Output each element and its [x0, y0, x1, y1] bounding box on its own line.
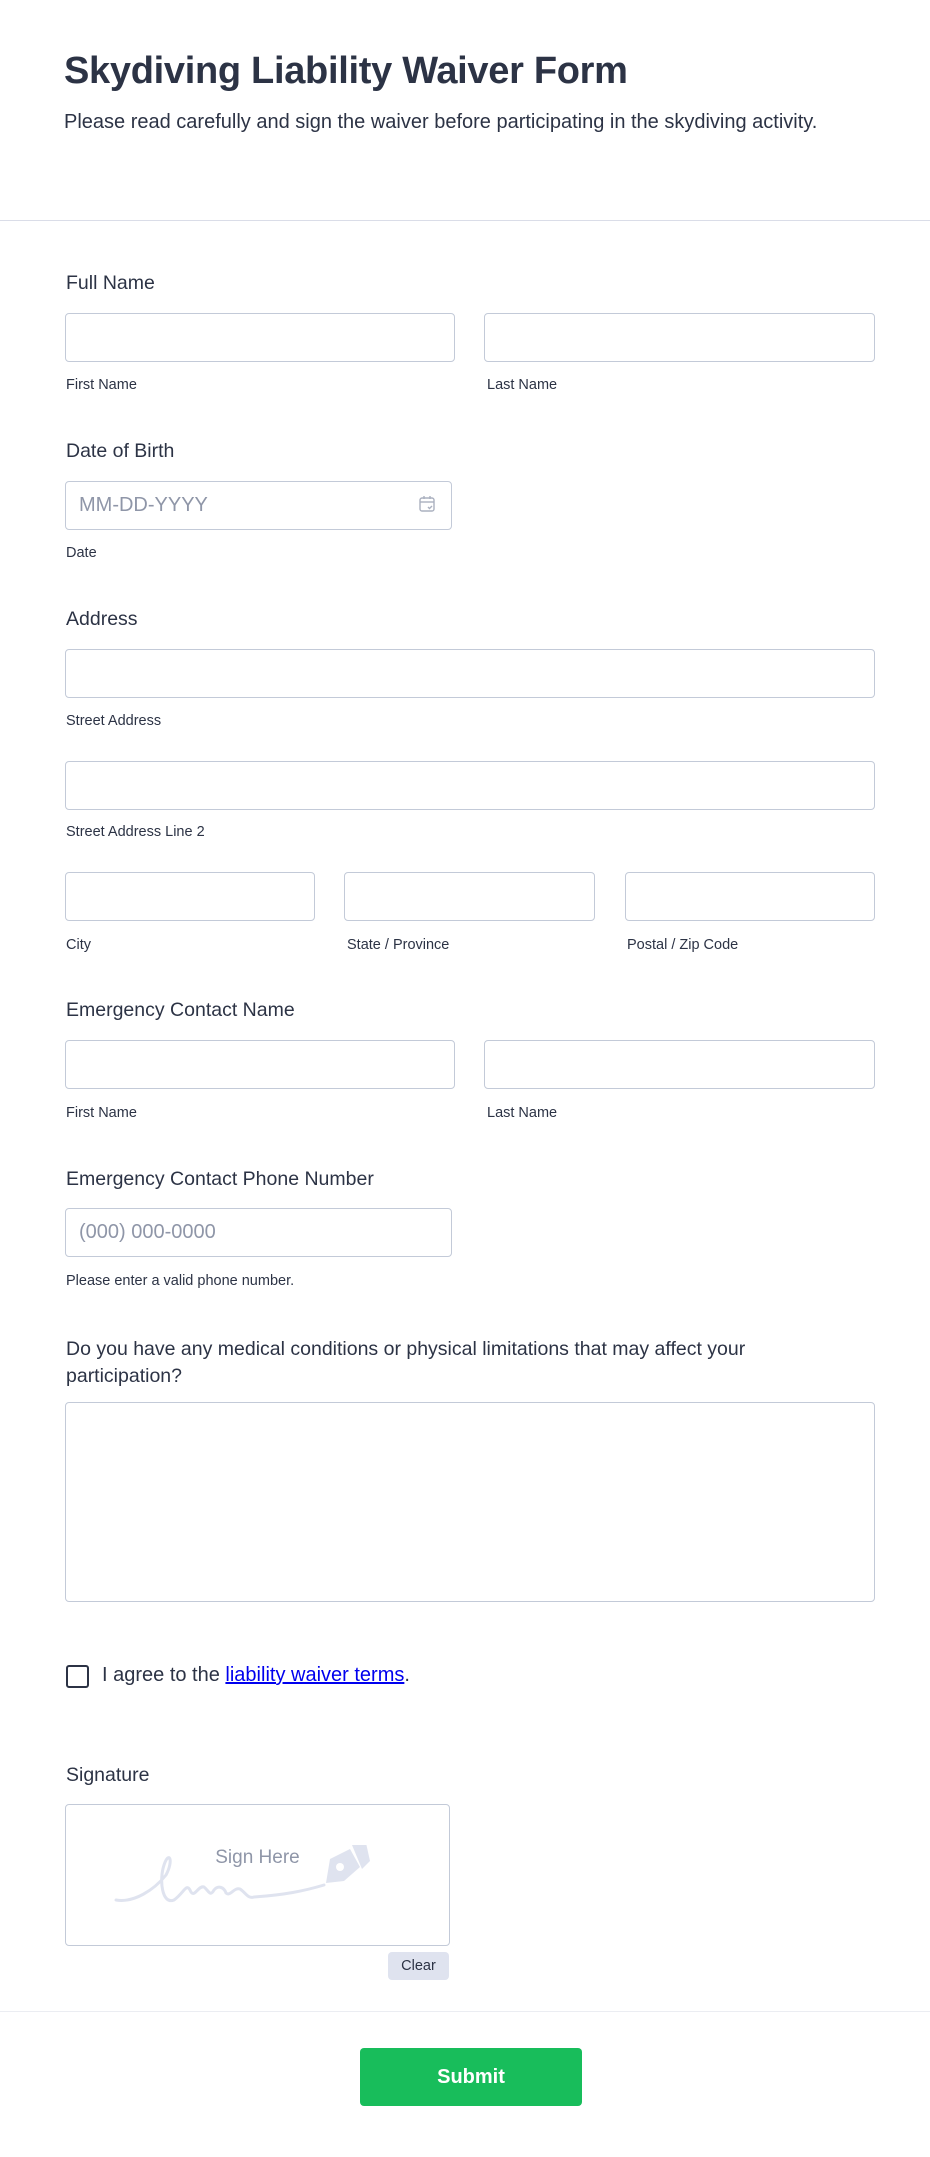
zip-sublabel: Postal / Zip Code — [627, 937, 739, 953]
agree-text — [102, 1664, 410, 1687]
last-name-input[interactable] — [484, 313, 875, 362]
agree-suffix: . — [404, 1664, 410, 1686]
emergency-phone-input[interactable] — [65, 1208, 452, 1257]
page-subtitle: Please read carefully and sign the waiver before participating in the skydiving activity. — [64, 111, 818, 133]
first-name-input[interactable] — [65, 313, 455, 362]
street-address-line2-sublabel: Street Address Line 2 — [66, 824, 205, 840]
city-sublabel: City — [66, 937, 91, 953]
dob-input[interactable] — [65, 481, 452, 530]
full-name-label: Full Name — [66, 272, 155, 294]
emergency-first-name-sublabel: First Name — [66, 1105, 137, 1121]
street-address-input[interactable] — [65, 649, 875, 698]
submit-button[interactable]: Submit — [360, 2048, 582, 2106]
city-input[interactable] — [65, 872, 315, 921]
last-name-sublabel: Last Name — [487, 377, 558, 393]
agree-checkbox[interactable] — [66, 1665, 89, 1688]
dob-sublabel: Date — [66, 545, 97, 561]
calendar-icon[interactable] — [418, 495, 436, 518]
first-name-sublabel: First Name — [66, 377, 137, 393]
dob-label: Date of Birth — [66, 440, 175, 462]
emergency-phone-label: Emergency Contact Phone Number — [66, 1168, 374, 1190]
street-address-line2-input[interactable] — [65, 761, 875, 810]
signature-scribble-icon — [114, 1845, 404, 1915]
state-sublabel: State / Province — [347, 937, 450, 953]
header-divider — [0, 220, 930, 221]
emergency-last-name-input[interactable] — [484, 1040, 875, 1089]
zip-input[interactable] — [625, 872, 875, 921]
liability-waiver-terms-link[interactable]: liability waiver terms — [225, 1664, 405, 1686]
medical-conditions-label: Do you have any medical conditions or physical limitations that may affect your participation? — [66, 1338, 746, 1387]
footer-divider — [0, 2011, 930, 2012]
signature-pad[interactable] — [65, 1804, 450, 1946]
emergency-first-name-input[interactable] — [65, 1040, 455, 1089]
phone-helper-text: Please enter a valid phone number. — [66, 1273, 295, 1289]
street-address-sublabel: Street Address — [66, 713, 162, 729]
medical-conditions-textarea[interactable] — [65, 1402, 875, 1602]
emergency-last-name-sublabel: Last Name — [487, 1105, 558, 1121]
sign-here-placeholder: Sign Here — [215, 1847, 300, 1868]
clear-signature-button[interactable]: Clear — [388, 1952, 449, 1980]
state-input[interactable] — [344, 872, 595, 921]
agree-prefix: I agree to the — [102, 1664, 226, 1686]
signature-label: Signature — [66, 1764, 150, 1786]
address-label: Address — [66, 608, 138, 630]
emergency-name-label: Emergency Contact Name — [66, 999, 295, 1021]
page-title: Skydiving Liability Waiver Form — [64, 50, 628, 92]
